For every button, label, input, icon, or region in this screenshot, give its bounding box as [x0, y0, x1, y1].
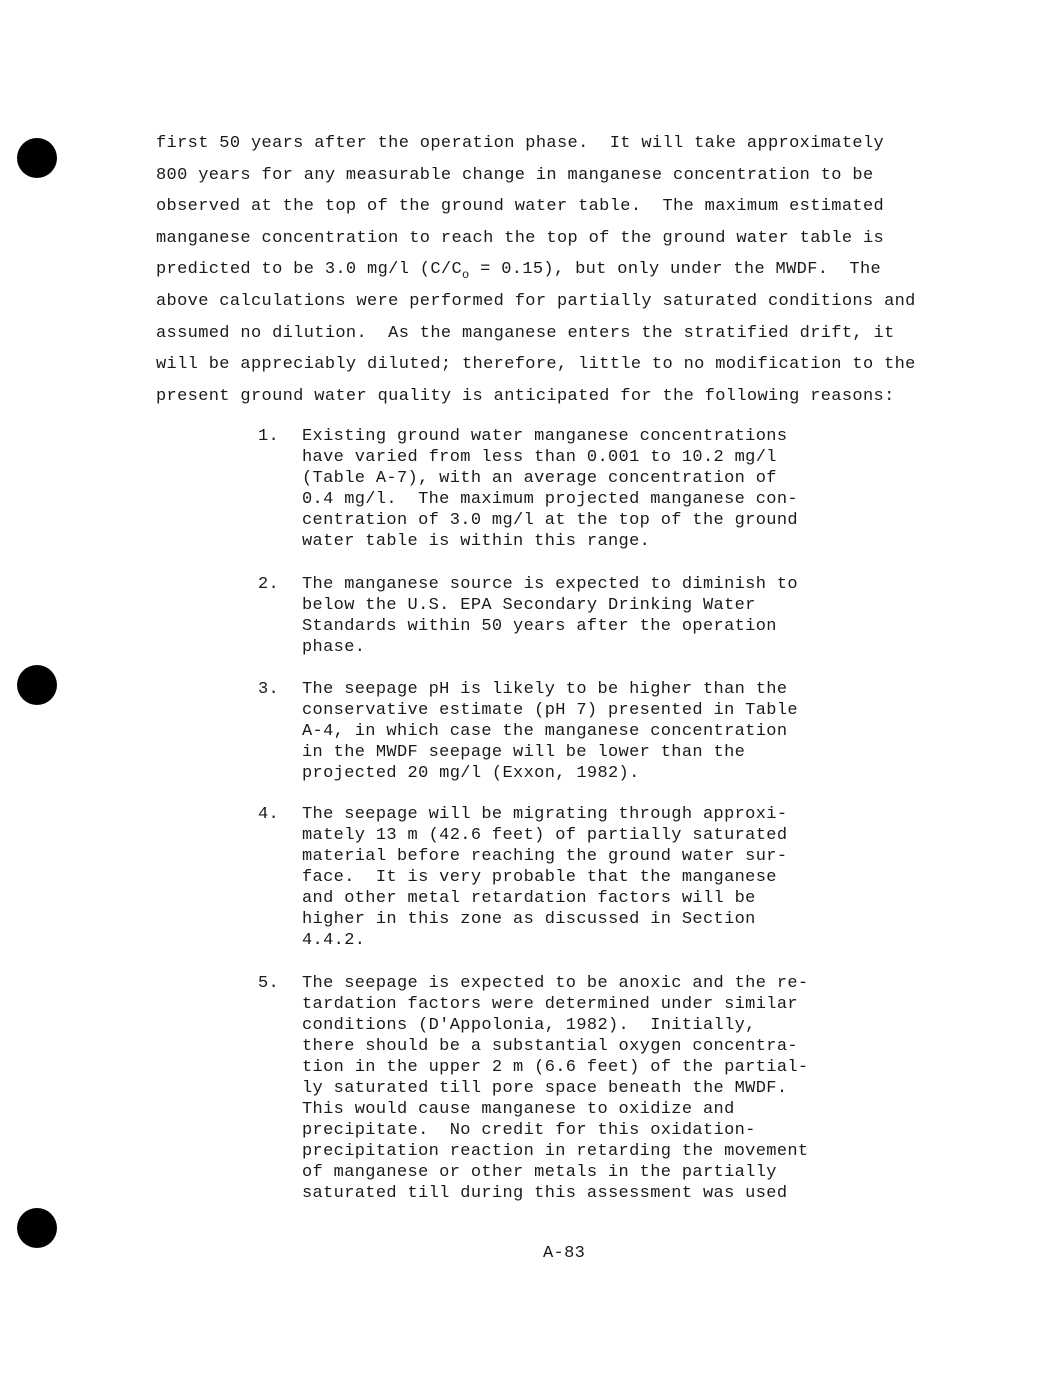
- list-item-line: saturated till during this assessment was used: [302, 1184, 788, 1203]
- list-item-line: water table is within this range.: [302, 532, 651, 551]
- paragraph-line: first 50 years after the operation phase. It will take approximately: [156, 134, 885, 153]
- list-item-line: projected 20 mg/l (Exxon, 1982).: [302, 764, 640, 783]
- list-item-line: have varied from less than 0.001 to 10.2 mg/l: [302, 448, 777, 467]
- paragraph-line: manganese concentration to reach the top of the ground water table is: [156, 228, 885, 248]
- binder-punch-hole: [17, 665, 57, 705]
- paragraph-line: 800 years for any measurable change in manganese concentration to be: [156, 165, 874, 185]
- paragraph-line: observed at the top of the ground water table. The maximum estimated: [156, 197, 885, 217]
- list-item-line: in the MWDF seepage will be lower than the: [302, 743, 746, 762]
- list-item-line: material before reaching the ground water sur-: [302, 847, 788, 866]
- list-item-line: precipitate. No credit for this oxidation-: [302, 1121, 756, 1140]
- list-item-number: 1.: [258, 427, 280, 446]
- binder-punch-hole: [17, 138, 57, 178]
- list-item-line: Existing ground water manganese concentrations: [302, 427, 788, 446]
- list-item-text: [302, 973, 862, 1204]
- list-item-line: 4.4.2.: [302, 931, 366, 950]
- list-item-line: higher in this zone as discussed in Section: [302, 910, 756, 929]
- list-item-line: (Table A-7), with an average concentration of: [302, 469, 777, 488]
- list-item-line: tion in the upper 2 m (6.6 feet) of the partial-: [302, 1058, 809, 1077]
- list-item-text: [302, 574, 862, 658]
- list-item-line: The seepage pH is likely to be higher than the: [302, 680, 788, 699]
- list-item-line: 0.4 mg/l. The maximum projected manganese con-: [302, 490, 798, 509]
- list-item-line: A-4, in which case the manganese concentration: [302, 722, 788, 741]
- list-item-line: and other metal retardation factors will be: [302, 889, 756, 908]
- list-item-line: This would cause manganese to oxidize and: [302, 1100, 735, 1119]
- list-item-number: 3.: [258, 680, 280, 699]
- list-item-line: below the U.S. EPA Secondary Drinking Water: [302, 596, 756, 615]
- list-item-number: 5.: [258, 974, 280, 993]
- paragraph-text: = 0.15), but only under the MWDF. The: [469, 260, 882, 280]
- paragraph-line: present ground water quality is anticipated for the following reasons:: [156, 386, 895, 406]
- list-item-text: [302, 426, 862, 552]
- list-item-line: precipitation reaction in retarding the movement: [302, 1142, 809, 1161]
- list-item-line: The seepage will be migrating through approxi-: [302, 805, 788, 824]
- paragraph-text: predicted to be 3.0 mg/l (C/C: [156, 260, 462, 280]
- list-item-number: 4.: [258, 805, 280, 824]
- list-item-line: Standards within 50 years after the operation: [302, 617, 777, 636]
- paragraph-line-with-subscript: [156, 254, 956, 286]
- list-item-line: phase.: [302, 638, 366, 657]
- page-number: A-83: [543, 1244, 586, 1263]
- body-paragraph: [156, 128, 956, 412]
- list-item-text: [302, 804, 862, 951]
- list-item-text: [302, 679, 862, 784]
- list-item-line: face. It is very probable that the manganese: [302, 868, 777, 887]
- list-item-line: conservative estimate (pH 7) presented in Table: [302, 701, 798, 720]
- list-item-number: 2.: [258, 575, 280, 594]
- list-item-line: there should be a substantial oxygen concentra-: [302, 1037, 798, 1056]
- binder-punch-hole: [17, 1208, 57, 1248]
- list-item-line: of manganese or other metals in the partially: [302, 1163, 777, 1182]
- list-item-line: ly saturated till pore space beneath the MWDF.: [302, 1079, 788, 1098]
- list-item-line: tardation factors were determined under similar: [302, 995, 798, 1014]
- subscript-o: o: [462, 268, 470, 283]
- list-item-line: The seepage is expected to be anoxic and the re-: [302, 974, 809, 993]
- list-item-line: conditions (D'Appolonia, 1982). Initially,: [302, 1016, 756, 1035]
- list-item-line: centration of 3.0 mg/l at the top of the ground: [302, 511, 798, 530]
- list-item-line: mately 13 m (42.6 feet) of partially saturated: [302, 826, 788, 845]
- list-item-line: The manganese source is expected to diminish to: [302, 575, 798, 594]
- paragraph-line: above calculations were performed for partially saturated conditions and: [156, 291, 916, 311]
- paragraph-line: will be appreciably diluted; therefore, little to no modification to the: [156, 355, 916, 375]
- paragraph-line: assumed no dilution. As the manganese enters the stratified drift, it: [156, 323, 895, 343]
